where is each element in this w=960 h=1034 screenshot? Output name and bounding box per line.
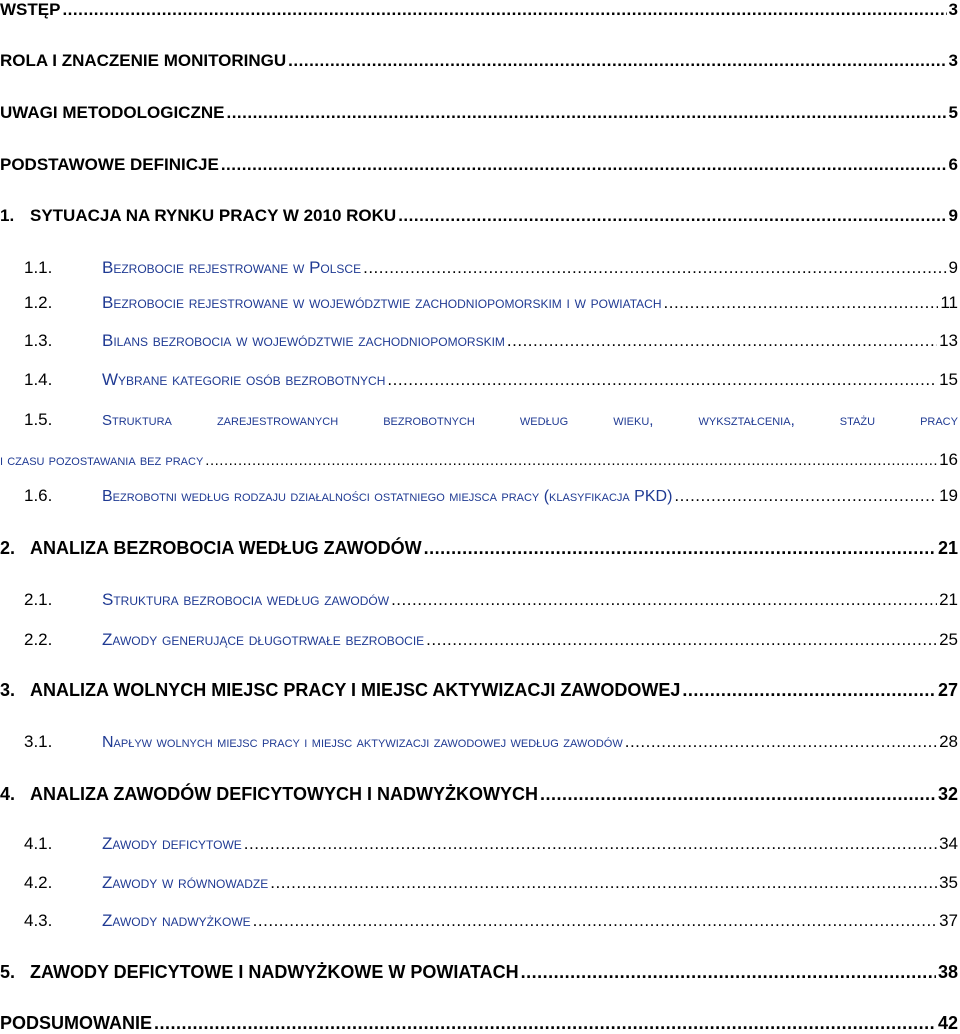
toc-title: Napływ wolnych miejsc pracy i miejsc aktywizacji zawodowej według zawodów	[102, 734, 623, 751]
toc-page-number: 9	[948, 258, 958, 277]
toc-entry-chapter-4[interactable]	[0, 784, 958, 812]
toc-title: PODSUMOWANIE	[0, 1013, 153, 1033]
toc-entry-1-2[interactable]	[0, 293, 958, 321]
toc-title-word: Struktura	[102, 412, 172, 429]
toc-entry-chapter-5[interactable]	[0, 962, 958, 990]
toc-title: UWAGI METODOLOGICZNE	[0, 103, 225, 122]
toc-title: PODSTAWOWE DEFINICJE	[0, 155, 219, 174]
toc-number: 4.1.	[24, 834, 53, 853]
toc-entry-uwagi[interactable]	[0, 103, 958, 131]
toc-number: 1.2.	[24, 293, 53, 312]
toc-title-word: bezrobotnych	[383, 412, 475, 429]
toc-number: 1.	[0, 206, 15, 225]
toc-title: ANALIZA ZAWODÓW DEFICYTOWYCH I NADWYŻKOWYCH	[30, 784, 538, 804]
toc-page-number: 19	[939, 486, 958, 505]
toc-leader-dots	[507, 331, 937, 351]
toc-number: 3.	[0, 680, 16, 700]
toc-title-word: stażu	[839, 412, 876, 429]
toc-entry-2-2[interactable]	[0, 630, 958, 658]
toc-page-number: 28	[939, 732, 958, 751]
toc-page-number: 15	[939, 370, 958, 389]
toc-title: Zawody generujące długotrwałe bezrobocie	[102, 630, 425, 649]
toc-leader-dots	[244, 834, 937, 854]
toc-leader-dots	[363, 258, 946, 278]
toc-leader-dots	[540, 784, 936, 805]
toc-page-number: 21	[937, 538, 958, 558]
toc-leader-dots	[391, 590, 937, 610]
toc-number: 1.5.	[24, 410, 53, 429]
toc-title: Zawody deficytowe	[102, 834, 242, 853]
toc-title: Bilans bezrobocia w województwie zachodniopomorskim	[102, 331, 505, 350]
toc-leader-dots	[154, 1013, 936, 1034]
toc-title-word: pracy	[920, 412, 958, 429]
toc-title-word: zarejestrowanych	[216, 412, 339, 429]
toc-title: ROLA I ZNACZENIE MONITORINGU	[0, 51, 287, 70]
toc-number: 4.2.	[24, 873, 53, 892]
toc-number: 5.	[0, 962, 16, 982]
toc-title: Wybrane kategorie osób bezrobotnych	[102, 370, 386, 389]
toc-page-number: 34	[939, 834, 958, 853]
toc-number: 1.1.	[24, 258, 53, 277]
toc-entry-chapter-2[interactable]	[0, 538, 958, 566]
toc-page-number: 37	[939, 911, 958, 930]
toc-entry-4-2[interactable]	[0, 873, 958, 901]
toc-title: Bezrobocie rejestrowane w Polsce	[102, 258, 362, 277]
toc-title-word: wykształcenia,	[698, 412, 795, 429]
toc-leader-dots	[625, 732, 937, 752]
toc-page-number: 38	[937, 962, 958, 982]
toc-entry-1-3[interactable]	[0, 331, 958, 359]
toc-leader-dots	[387, 370, 937, 390]
toc-entry-chapter-1[interactable]	[0, 206, 958, 234]
toc-title-word: według	[519, 412, 569, 429]
toc-number: 1.3.	[24, 331, 53, 350]
toc-leader-dots	[682, 680, 936, 701]
toc-title: WSTĘP	[0, 0, 61, 19]
toc-number: 3.1.	[24, 732, 53, 751]
toc-page-number: 5	[948, 103, 958, 122]
toc-page-number: 42	[937, 1013, 958, 1033]
toc-page-number: 27	[937, 680, 958, 700]
toc-title: Zawody w równowadze	[102, 873, 269, 892]
toc-title: Bezrobocie rejestrowane w województwie zachodniopomorskim i w powiatach	[102, 293, 662, 312]
toc-number: 4.3.	[24, 911, 53, 930]
toc-title: ZAWODY DEFICYTOWE I NADWYŻKOWE W POWIATACH	[30, 962, 519, 982]
toc-entry-chapter-3[interactable]	[0, 680, 958, 708]
toc-title: ANALIZA BEZROBOCIA WEDŁUG ZAWODÓW	[30, 538, 422, 558]
toc-entry-2-1[interactable]	[0, 590, 958, 618]
toc-leader-dots	[398, 206, 946, 226]
toc-leader-dots	[664, 293, 939, 313]
toc-entry-1-6[interactable]	[0, 486, 958, 514]
toc-leader-dots	[426, 630, 937, 650]
toc-entry-podsumowanie[interactable]	[0, 1013, 958, 1033]
toc-entry-rola[interactable]	[0, 51, 958, 79]
toc-page-number: 32	[937, 784, 958, 804]
toc-leader-dots	[424, 538, 936, 559]
toc-title-word: wieku,	[613, 412, 654, 429]
toc-title-line-1	[102, 412, 958, 429]
toc-leader-dots	[226, 103, 946, 123]
toc-leader-dots	[62, 0, 946, 20]
toc-title: ANALIZA WOLNYCH MIEJSC PRACY I MIEJSC AKTYWIZACJI ZAWODOWEJ	[30, 680, 681, 700]
toc-page-number: 3	[948, 51, 958, 70]
toc-number: 2.	[0, 538, 16, 558]
toc-number: 2.2.	[24, 630, 53, 649]
toc-number: 2.1.	[24, 590, 53, 609]
toc-title: Zawody nadwyżkowe	[102, 911, 251, 930]
toc-leader-dots	[253, 911, 937, 931]
toc-number: 1.6.	[24, 486, 53, 505]
toc-entry-4-1[interactable]	[0, 834, 958, 862]
toc-leader-dots	[521, 962, 936, 983]
toc-leader-dots	[205, 452, 937, 469]
toc-page-number: 6	[948, 155, 958, 174]
toc-number: 4.	[0, 784, 16, 804]
toc-page-number: 11	[940, 293, 958, 312]
toc-page-number: 3	[948, 0, 958, 19]
toc-page-number: 25	[939, 630, 958, 649]
toc-page-number: 13	[939, 331, 958, 350]
toc-number: 1.4.	[24, 370, 53, 389]
toc-entry-1-4[interactable]	[0, 370, 958, 398]
toc-leader-dots	[288, 51, 946, 71]
toc-entry-1-1[interactable]	[0, 258, 958, 286]
toc-page-number: 35	[939, 873, 958, 892]
toc-entry-definicje[interactable]	[0, 155, 958, 183]
toc-leader-dots	[221, 155, 947, 175]
toc-title: SYTUACJA NA RYNKU PRACY W 2010 ROKU	[30, 206, 397, 225]
toc-page-number: 21	[939, 590, 958, 609]
toc-title: Bezrobotni według rodzaju działalności ostatniego miejsca pracy (klasyfikacja PKD)	[102, 488, 673, 505]
toc-entry-4-3[interactable]	[0, 911, 958, 939]
toc-leader-dots	[270, 873, 937, 893]
toc-entry-wstep[interactable]	[0, 0, 958, 28]
toc-leader-dots	[674, 486, 937, 506]
toc-title: Struktura bezrobocia według zawodów	[102, 590, 390, 609]
toc-title-line-2: i czasu pozostawania bez pracy	[0, 452, 204, 469]
toc-entry-1-5[interactable]	[0, 410, 958, 480]
toc-page-number: 16	[939, 450, 958, 469]
toc-entry-3-1[interactable]	[0, 732, 958, 760]
toc-page-number: 9	[948, 206, 958, 225]
